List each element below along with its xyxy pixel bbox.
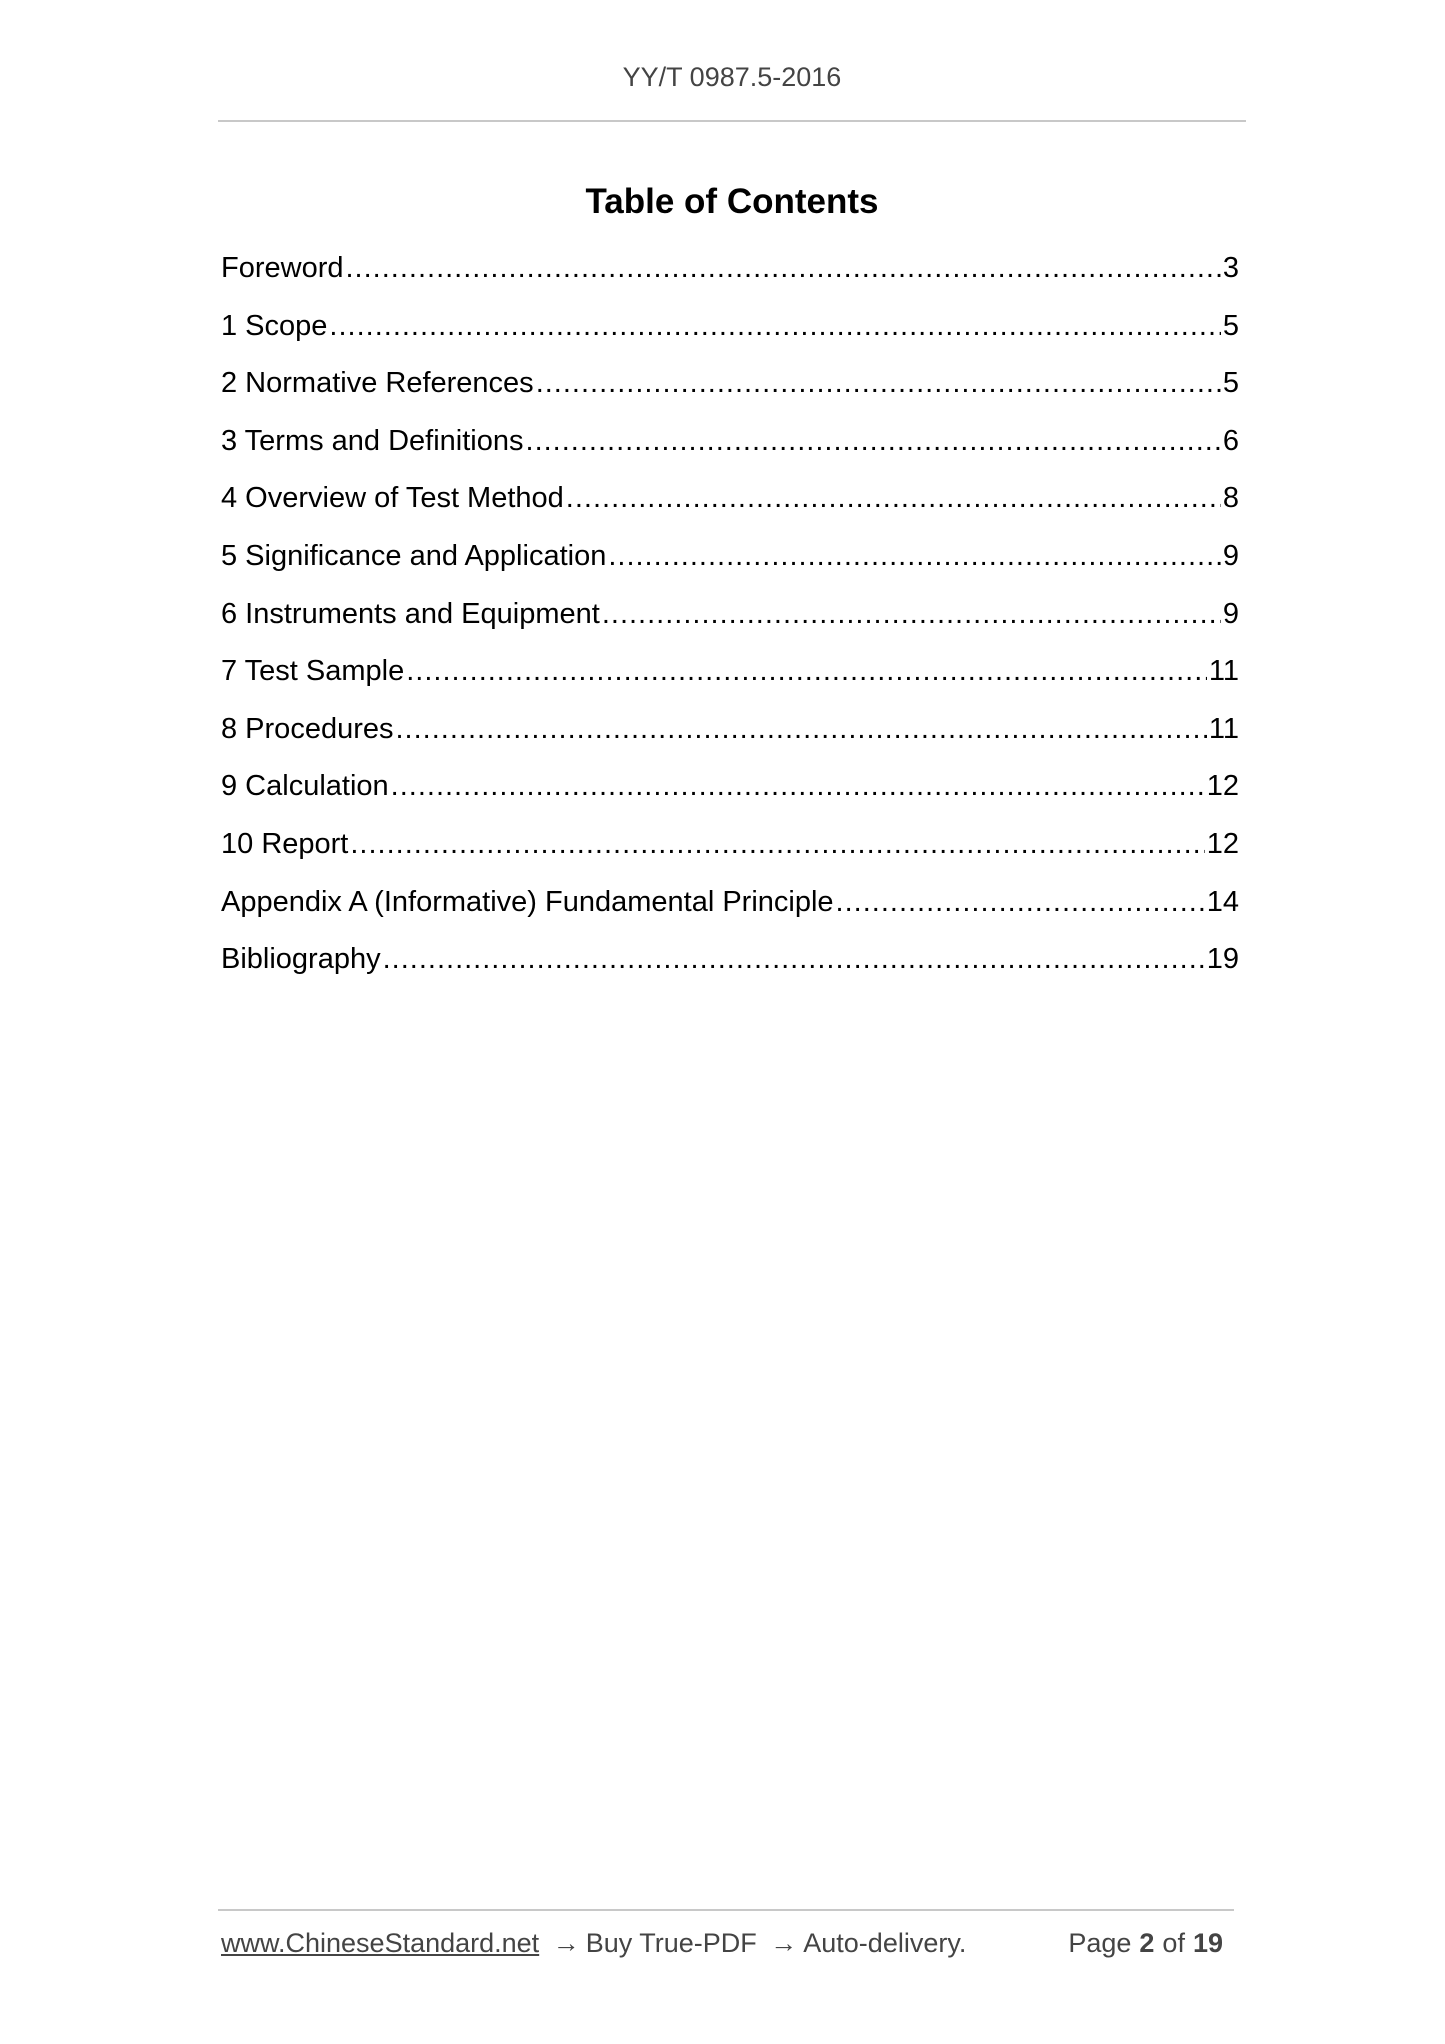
toc-entry-page: 5 xyxy=(1222,367,1239,400)
toc-entry-overview-of-test-method[interactable] xyxy=(221,482,1239,540)
toc-dot-leader xyxy=(526,425,1221,458)
toc-entry-page: 3 xyxy=(1222,252,1239,284)
toc-entry-label: 8 Procedures xyxy=(221,712,394,745)
toc-entry-calculation[interactable] xyxy=(221,770,1239,828)
toc-entry-page: 9 xyxy=(1222,539,1239,572)
page-indicator xyxy=(1068,1928,1231,1959)
toc-dot-leader xyxy=(602,598,1221,631)
toc-entry-page: 12 xyxy=(1206,770,1239,803)
page-word: Page xyxy=(1068,1928,1132,1958)
toc-entry-label: 3 Terms and Definitions xyxy=(221,424,524,457)
toc-entry-label: 2 Normative References xyxy=(221,367,534,400)
toc-entry-label: 1 Scope xyxy=(221,309,328,342)
toc-entry-test-sample[interactable] xyxy=(221,655,1239,713)
toc-entry-page: 5 xyxy=(1222,309,1239,342)
toc-entry-page: 6 xyxy=(1222,424,1239,457)
toc-entry-label: 7 Test Sample xyxy=(221,655,405,688)
total-page-count: 19 xyxy=(1192,1928,1223,1958)
toc-entry-label: Appendix A (Informative) Fundamental Principle xyxy=(221,885,834,918)
toc-dot-leader xyxy=(329,310,1220,343)
document-code-header: YY/T 0987.5-2016 xyxy=(622,62,842,92)
toc-entry-terms-and-definitions[interactable] xyxy=(221,425,1239,483)
toc-entry-bibliography[interactable] xyxy=(221,943,1239,1001)
toc-entry-scope[interactable] xyxy=(221,310,1239,368)
page-footer xyxy=(221,1928,1231,1959)
toc-dot-leader xyxy=(406,655,1207,688)
toc-entry-page: 14 xyxy=(1206,885,1239,918)
toc-entry-page: 19 xyxy=(1206,943,1239,976)
toc-entry-significance-and-application[interactable] xyxy=(221,540,1239,598)
toc-entry-label: 5 Significance and Application xyxy=(221,539,607,572)
toc-title: Table of Contents xyxy=(585,182,879,221)
toc-entry-page: 8 xyxy=(1222,482,1239,515)
toc-entry-label: 10 Report xyxy=(221,827,349,860)
toc-entry-procedures[interactable] xyxy=(221,713,1239,771)
toc-entry-label: 4 Overview of Test Method xyxy=(221,482,564,515)
toc-entry-instruments-and-equipment[interactable] xyxy=(221,598,1239,656)
toc-dot-leader xyxy=(346,252,1221,285)
toc-entry-label: Foreword xyxy=(221,252,344,284)
toc-entry-report[interactable] xyxy=(221,828,1239,886)
toc-list xyxy=(221,252,1239,1001)
footer-divider xyxy=(218,1909,1234,1911)
toc-dot-leader xyxy=(383,943,1205,976)
toc-dot-leader xyxy=(350,828,1204,861)
toc-dot-leader xyxy=(396,713,1207,746)
auto-delivery-text: Auto-delivery. xyxy=(803,1928,967,1958)
site-link[interactable]: www.ChineseStandard.net xyxy=(221,1928,540,1958)
toc-dot-leader xyxy=(536,367,1221,400)
toc-entry-foreword[interactable] xyxy=(221,252,1239,310)
toc-entry-appendix-a[interactable] xyxy=(221,886,1239,944)
toc-entry-label: Bibliography xyxy=(221,943,381,976)
toc-entry-label: 6 Instruments and Equipment xyxy=(221,597,600,630)
toc-entry-page: 9 xyxy=(1222,597,1239,630)
toc-dot-leader xyxy=(566,482,1221,515)
arrow-right-icon: → xyxy=(770,1928,798,1958)
header-divider xyxy=(218,120,1246,122)
arrow-right-icon: → xyxy=(552,1928,580,1958)
current-page-number: 2 xyxy=(1139,1928,1155,1958)
toc-dot-leader xyxy=(608,540,1221,573)
toc-entry-label: 9 Calculation xyxy=(221,770,389,803)
toc-entry-page: 12 xyxy=(1206,827,1239,860)
toc-entry-normative-references[interactable] xyxy=(221,367,1239,425)
of-word: of xyxy=(1162,1928,1185,1958)
toc-entry-page: 11 xyxy=(1208,655,1239,688)
toc-entry-page: 11 xyxy=(1208,712,1239,745)
toc-dot-leader xyxy=(391,770,1205,803)
toc-dot-leader xyxy=(836,886,1205,919)
buy-true-pdf-text: Buy True-PDF xyxy=(585,1928,757,1958)
